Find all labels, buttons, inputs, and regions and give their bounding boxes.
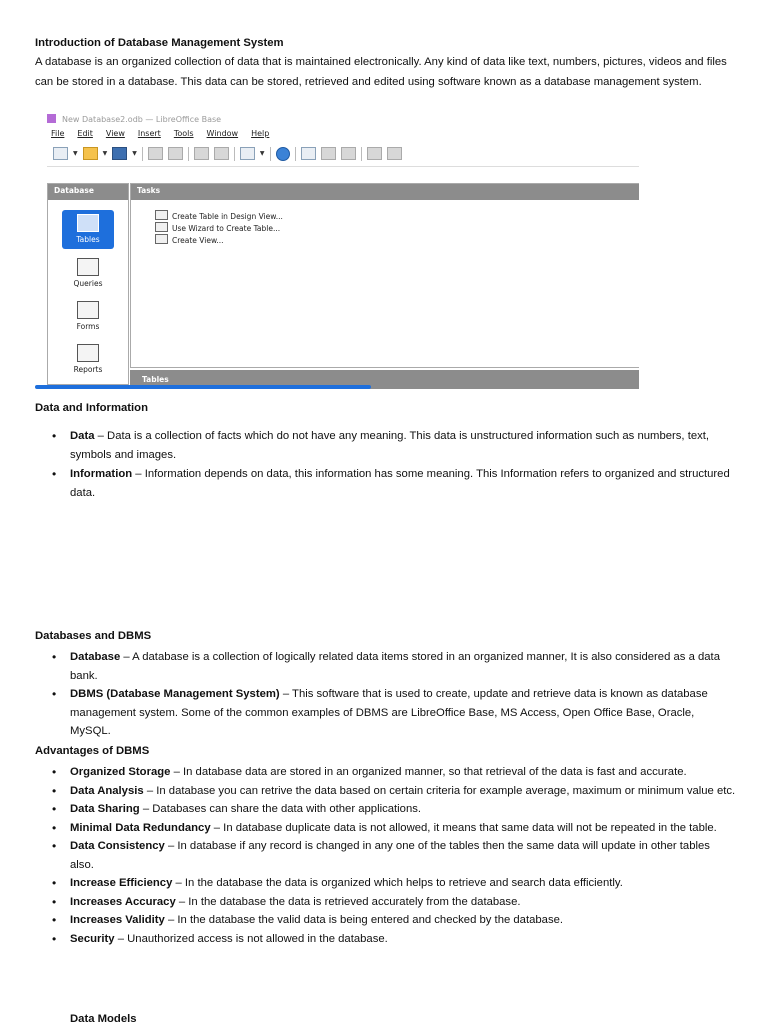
db-dbms-list xyxy=(52,648,736,741)
list-item: • Security – Unauthorized access is not allowed in the database. xyxy=(52,930,736,949)
tasks-panel-header: Tasks xyxy=(131,184,639,200)
data-info-heading: Data and Information xyxy=(35,402,148,414)
reports-icon xyxy=(77,344,99,362)
list-item: • Minimal Data Redundancy – In database duplicate data is not allowed, it means that same data will not be repeated in the table. xyxy=(52,819,736,838)
highlight-bar xyxy=(35,385,371,389)
db-item-reports: Reports xyxy=(62,344,114,374)
toolbar: ▼ ▼ ▼ ▼ xyxy=(53,145,402,162)
list-item: • Increase Efficiency – In the database the data is organized which helps to retrieve and search data efficiently. xyxy=(52,874,736,893)
query-icon xyxy=(321,147,336,160)
menu-insert: Insert xyxy=(137,129,161,138)
table-icon xyxy=(301,147,316,160)
intro-heading: Introduction of Database Management System xyxy=(35,37,284,49)
data-models-heading: Data Models xyxy=(70,1013,137,1025)
menu-tools: Tools xyxy=(173,129,194,138)
list-item: • Organized Storage – In database data are stored in an organized manner, so that retrieval of the data is fast and accurate. xyxy=(52,763,736,782)
data-info-list xyxy=(52,427,736,502)
db-item-queries: Queries xyxy=(62,258,114,288)
tables-panel-header: Tables xyxy=(130,370,639,389)
new-icon xyxy=(53,147,68,160)
menu-window: Window xyxy=(206,129,239,138)
list-item: • Information – Information depends on data, this information has some meaning. This Information refers to organized and structured data. xyxy=(52,465,736,502)
list-item: • Data Analysis – In database you can retrive the data based on certain criteria for example average, maximum or minimum value etc. xyxy=(52,782,736,801)
open-folder-icon xyxy=(83,147,98,160)
list-item: • Increases Validity – In the database the valid data is being entered and checked by the database. xyxy=(52,911,736,930)
menu-help: Help xyxy=(251,129,270,138)
list-item: • Data Sharing – Databases can share the data with other applications. xyxy=(52,800,736,819)
tasks-panel xyxy=(130,183,639,368)
libreoffice-base-screenshot xyxy=(35,112,639,389)
list-item: • Data – Data is a collection of facts which do not have any meaning. This data is unstructured information such as numbers, text, symbols and images. xyxy=(52,427,736,464)
list-item: • Increases Accuracy – In the database the data is retrieved accurately from the database. xyxy=(52,893,736,912)
db-item-tables: Tables xyxy=(62,210,114,249)
db-dbms-heading: Databases and DBMS xyxy=(35,630,152,642)
task-create-view: Create View... xyxy=(155,234,224,245)
wizard-icon xyxy=(155,222,168,232)
design-view-icon xyxy=(155,210,168,220)
queries-icon xyxy=(77,258,99,276)
copy-icon xyxy=(148,147,163,160)
report-icon xyxy=(367,147,382,160)
menu-bar xyxy=(51,129,269,138)
database-panel-header: Database xyxy=(48,184,128,200)
database-panel xyxy=(47,183,129,385)
forms-icon xyxy=(77,301,99,319)
menu-edit: Edit xyxy=(77,129,93,138)
menu-view: View xyxy=(105,129,125,138)
properties-icon xyxy=(387,147,402,160)
advantages-list xyxy=(52,763,736,948)
task-create-table-design: Create Table in Design View... xyxy=(155,210,283,221)
window-title: New Database2.odb — LibreOffice Base xyxy=(47,114,221,124)
db-item-forms: Forms xyxy=(62,301,114,331)
sort-ascending-icon xyxy=(194,147,209,160)
form-view-icon xyxy=(341,147,356,160)
paste-icon xyxy=(168,147,183,160)
sort-descending-icon xyxy=(214,147,229,160)
list-item: • DBMS (Database Management System) – This software that is used to create, update and retrieve data is known as database management system. Some of the common examples of DBMS are LibreOffice Base, MS Access, Open Office Base, Oracle, MySQL. xyxy=(52,685,736,741)
form-icon xyxy=(240,147,255,160)
view-icon xyxy=(155,234,168,244)
tables-icon xyxy=(77,214,99,232)
task-use-wizard: Use Wizard to Create Table... xyxy=(155,222,280,233)
list-item: • Database – A database is a collection of logically related data items stored in an organized manner, It is also considered as a data bank. xyxy=(52,648,736,685)
base-app-icon xyxy=(47,114,56,123)
advantages-heading: Advantages of DBMS xyxy=(35,745,150,757)
menu-file: File xyxy=(51,129,65,138)
help-icon xyxy=(276,147,290,161)
intro-text: A database is an organized collection of data that is maintained electronically. Any kind of data like text, numbers, pictures, videos and files can be stored in a database. This data can be stored, retrieved and edited using software known as a database management system. xyxy=(35,56,727,88)
list-item: • Data Consistency – In database if any record is changed in any one of the tables then the same data will update in other tables also. xyxy=(52,837,736,874)
save-icon xyxy=(112,147,127,160)
